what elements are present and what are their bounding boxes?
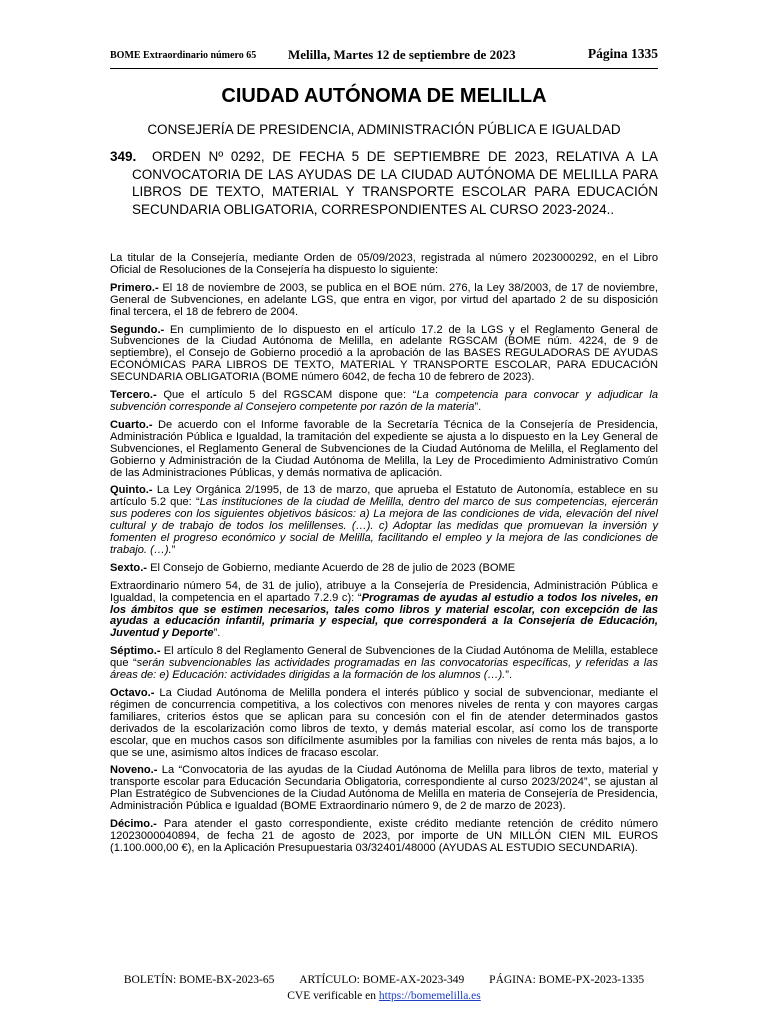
paragraph-lead: Décimo.- <box>110 818 157 831</box>
paragraph-lead: Segundo.- <box>110 323 165 336</box>
paragraph-tail: ”. <box>213 627 221 640</box>
paragraph-quote: Programas de ayudas al estudio a todos los niveles, en los ámbitos que se estimen necesarios, tales como libros y material escolar, con excepción de las ayudas a educación infantil, primaria y especial, que corresponderá a la Consejería de Educación, Juventud y Deporte <box>110 591 658 640</box>
paragraph-text: Extraordinario número 54, de 31 de julio), atribuye a la Consejería de Presidencia, Administración Pública e Igualdad, la competencia en el apartado 7.2.9 c): “ <box>110 579 658 604</box>
paragraph-sexto-a <box>110 563 658 575</box>
header-date: Melilla, Martes 12 de septiembre de 2023 <box>288 47 516 62</box>
footer-articulo: ARTÍCULO: BOME-AX-2023-349 <box>299 974 465 986</box>
paragraph-text: En cumplimiento de lo dispuesto en el artículo 17.2 de la LGS y el Reglamento General de Subvenciones de la Ciudad Autónoma de Melilla, en adelante RGSCAM (BOME núm. 4224, de 9 de septiembre), el Consejo de Gobierno procedió a la aprobación de las BASES REGULADORAS DE AYUDAS ECONÓMICAS PARA LIBROS DE TEXTO, MATERIAL Y TRANSPORTE ESCOLAR, PARA EDUCACIÓN SECUNDARIA OBLIGATORIA (BOME número 6042, de fecha 10 de febrero de 2023). <box>110 323 658 384</box>
order-heading <box>110 148 658 219</box>
paragraph-lead: Octavo.- <box>110 687 155 699</box>
cve-link[interactable]: https://bomemelilla.es <box>378 990 481 1002</box>
paragraph-text: Que el artículo 5 del RGSCAM dispone que: “ <box>156 389 417 402</box>
paragraph-septimo <box>110 646 658 682</box>
footer-pagina: PÁGINA: BOME-PX-2023-1335 <box>489 974 645 986</box>
paragraph-text: Para atender el gasto correspondiente, existe crédito mediante retención de crédito número 12023000040894, de fecha 21 de agosto de 2023, por importe de UN MILLÓN CIEN MIL EUROS (1.100.000,00 €), en la Aplicación Presupuestaria 03/32401/48000 (AYUDAS AL ESTUDIO SECUNDARIA). <box>110 818 658 854</box>
paragraph-lead: Primero.- <box>110 281 159 294</box>
order-title: ORDEN Nº 0292, DE FECHA 5 DE SEPTIEMBRE DE 2023, RELATIVA A LA CONVOCATORIA DE LAS AYUDAS DE LA CIUDAD AUTÓNOMA DE MELILLA PARA LIBROS DE TEXTO, MATERIAL Y TRANSPORTE ESCOLAR PARA EDUCACIÓN SECUNDARIA OBLIGATORIA, CORRESPONDIENTES AL CURSO 2023-2024.. <box>132 149 658 218</box>
department-subtitle: CONSEJERÍA DE PRESIDENCIA, ADMINISTRACIÓN PÚBLICA E IGUALDAD <box>147 122 621 137</box>
paragraph-tail: ”. <box>505 669 513 682</box>
paragraph-octavo <box>110 688 658 759</box>
paragraph-decimo <box>110 819 658 855</box>
document-title: CIUDAD AUTÓNOMA DE MELILLA <box>221 85 547 107</box>
paragraph-quinto <box>110 485 658 556</box>
page-footer <box>0 972 768 1004</box>
paragraph-primero <box>110 283 658 319</box>
paragraph-quote: La competencia para convocar y adjudicar la subvención corresponde al Consejero competente por razón de la materia <box>110 389 658 413</box>
paragraph-text: De acuerdo con el Informe favorable de la Secretaría Técnica de la Consejería de Presidencia, Administración Pública e Igualdad, la tramitación del expediente se ajusta a lo dispuesto en la Ley General de Subvenciones, el Reglamento General de Subvenciones de la Ciudad Autónoma de Melilla, el Reglamento del Gobierno y Administración de la Ciudad Autónoma de Melilla, la Ley de Procedimiento Administrativo Común de las Administraciones Públicas, y demás normativa de aplicación. <box>110 418 658 479</box>
paragraph-lead: Noveno.- <box>110 764 158 777</box>
paragraph-text: La Ley Orgánica 2/1995, de 13 de marzo, que aprueba el Estatuto de Autonomía, establece en su artículo 5.2 que: “ <box>110 484 658 509</box>
paragraph-lead: Quinto.- <box>110 484 153 497</box>
footer-cve-label: CVE verificable en <box>287 990 379 1002</box>
paragraph-segundo <box>110 325 658 385</box>
paragraph-tercero <box>110 390 658 414</box>
page-header <box>110 46 658 69</box>
document-body <box>110 253 658 861</box>
paragraph-tail: ”. <box>474 400 482 413</box>
footer-boletin: BOLETÍN: BOME-BX-2023-65 <box>123 974 275 986</box>
header-page-number: Página 1335 <box>587 46 658 61</box>
paragraph-cuarto <box>110 420 658 480</box>
paragraph-sexto-b <box>110 581 658 641</box>
paragraph-text: El 18 de noviembre de 2003, se publica en el BOE núm. 276, la Ley 38/2003, de 17 de noviembre, General de Subvenciones, en adelante LGS, que entra en vigor, por virtud del apartado 2 de su disposición final tercera, el 18 de febrero de 2004. <box>110 281 658 318</box>
order-number: 349. <box>110 149 137 164</box>
paragraph-text: La Ciudad Autónoma de Melilla pondera el interés público y social de subvencionar, mediante el régimen de concurrencia competitiva, a los colectivos con menores niveles de renta y con mayores cargas familiares, criterios éstos que se aplican para su concesión con el fin de atender determinados gastos derivados de la escolarización como libros de texto, y demás material escolar, así como los de transporte escolar, que en muchos casos son difícilmente asumibles por la familias con niveles de renta más bajos, a lo que se une, asimismo altos índices de fracaso escolar. <box>110 687 658 759</box>
paragraph-text: El Consejo de Gobierno, mediante Acuerdo de 28 de julio de 2023 (BOME <box>147 561 516 574</box>
paragraph-lead: Cuarto.- <box>110 418 153 431</box>
paragraph-lead: Tercero.- <box>110 389 157 402</box>
paragraph-text: La “Convocatoria de las ayudas de la Ciudad Autónoma de Melilla para libros de texto, material y transporte escolar para Educación Secundaria Obligatoria, correspondiente al curso 2023/2024”, se ajustan al Plan Estratégico de Subvenciones de la Ciudad Autónoma de Melilla en materia de Consejería de Presidencia, Administración Pública e Igualdad (BOME Extraordinario número 9, de 2 de marzo de 2023). <box>110 764 658 813</box>
paragraph-noveno <box>110 765 658 813</box>
paragraph-quote: serán subvencionables las actividades programadas en las convocatorias específicas, y referidas a las áreas de: e) Educación: actividades dirigidas a la formación de los alumnos (…). <box>110 657 658 682</box>
paragraph-tail: ” <box>171 543 176 556</box>
paragraph-lead: Séptimo.- <box>110 645 161 658</box>
paragraph-lead: Sexto.- <box>110 561 147 574</box>
footer-identifiers <box>0 972 768 988</box>
intro-paragraph: La titular de la Consejería, mediante Orden de 05/09/2023, registrada al número 2023000292, en el Libro Oficial de Resoluciones de la Consejería ha dispuesto lo siguiente: <box>110 252 658 276</box>
paragraph-text: El artículo 8 del Reglamento General de Subvenciones de la Ciudad Autónoma de Melilla, establece que “ <box>110 645 658 670</box>
paragraph-quote: Las instituciones de la ciudad de Melilla, dentro del marco de sus competencias, ejercerán sus poderes con los siguientes objetivos básicos: a) La mejora de las condiciones de vida, elevación del nivel cultural y de trabajo de todos los melillenses. (…). c) Adoptar las medidas que promuevan la inversión y fomenten el progreso económico y social de Melilla, facilitando el empleo y la mejora de las condiciones de trabajo. (…). <box>110 496 658 556</box>
footer-cve <box>0 988 768 1004</box>
header-bulletin-number: BOME Extraordinario número 65 <box>110 50 257 61</box>
